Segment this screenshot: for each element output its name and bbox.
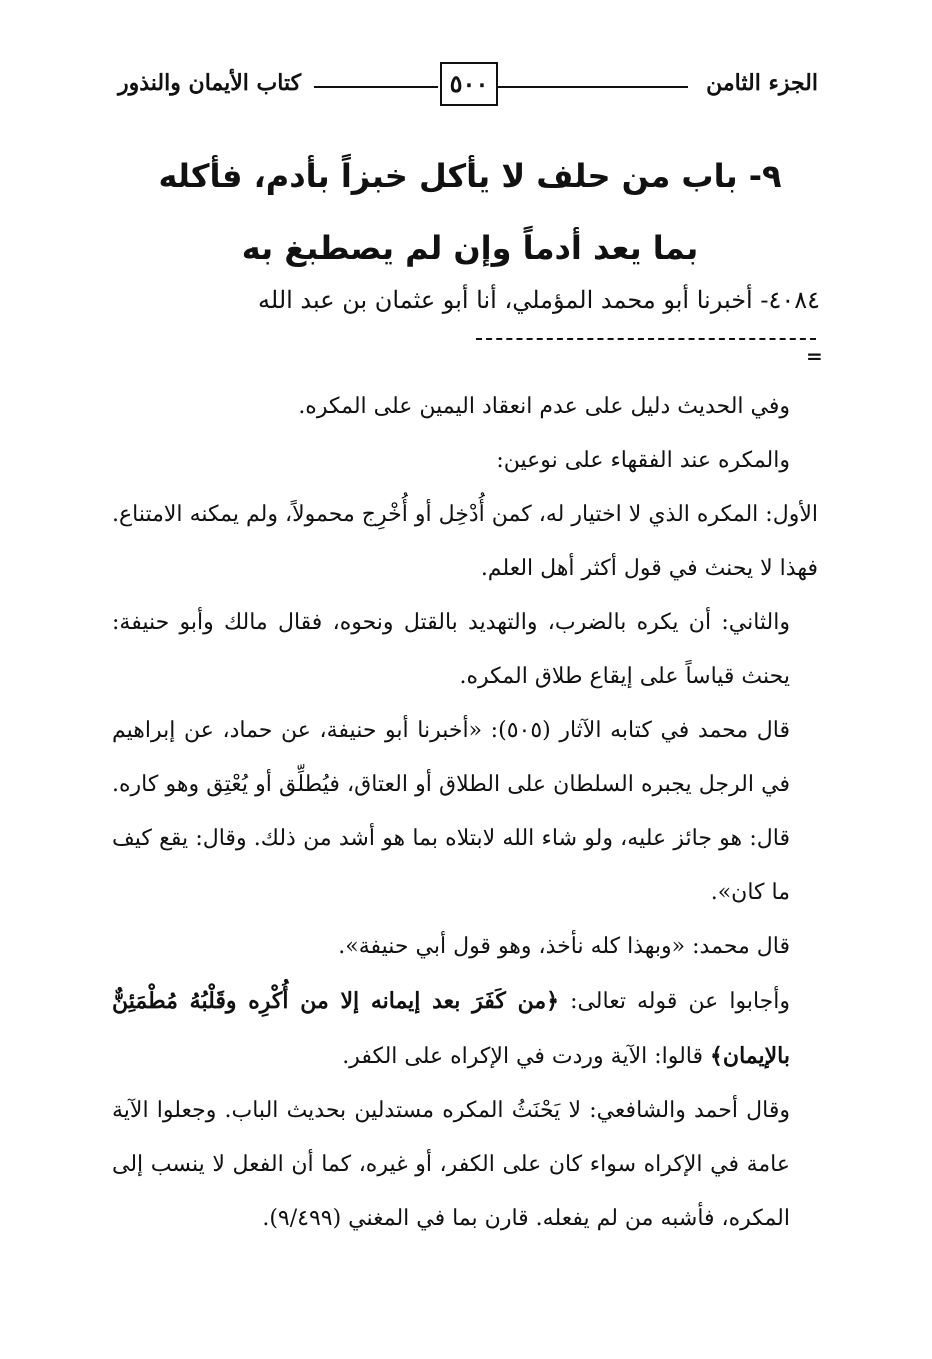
commentary-paragraph-8: وقال أحمد والشافعي: لا يَحْنَثُ المكره مستدلين بحديث الباب. وجعلوا الآية عامة في الإكراه سواء كان على الكفر، أو غيره، كما أن الفعل لا ينسب إلى المكره، فأشبه من لم يفعله. قارن بما في المغني (٩/٤٩٩). bbox=[112, 1098, 790, 1231]
paragraph-7-rest: قالوا: الآية وردت في الإكراه على الكفر. bbox=[342, 1044, 704, 1069]
continuation-mark: = bbox=[806, 344, 823, 368]
header-book-title: كتاب الأيمان والنذور bbox=[118, 70, 302, 96]
commentary-paragraph-7 bbox=[112, 974, 818, 1084]
quran-verse: ﴿من كَفَرَ بعد إيمانه إلا من أُكْرِه وقَلْبُهُ مُطْمَئِنٌّ بالإيمان﴾ bbox=[112, 988, 790, 1069]
hadith-dashed-rule bbox=[476, 338, 816, 340]
chapter-title-line-2: بما يعد أدماً وإن لم يصطبغ به bbox=[241, 229, 699, 267]
commentary-paragraph-3: الأول: المكره الذي لا اختيار له، كمن أُدْخِل أو أُخْرِج محمولاً، ولم يمكنه الامتناع. فهذا لا يحنث في قول أكثر أهل العلم. bbox=[112, 502, 818, 581]
commentary-paragraph-1: وفي الحديث دليل على عدم انعقاد اليمين على المكره. bbox=[298, 394, 790, 419]
commentary-paragraph-4: والثاني: أن يكره بالضرب، والتهديد بالقتل ونحوه، فقال مالك وأبو حنيفة: يحنث قياساً على إيقاع طلاق المكره. bbox=[112, 610, 790, 689]
paragraph-7-intro: وأجابوا عن قوله تعالى: bbox=[570, 989, 791, 1014]
commentary-paragraph-5: قال محمد في كتابه الآثار (٥٠٥): «أخبرنا أبو حنيفة، عن حماد، عن إبراهيم في الرجل يجبره السلطان على الطلاق أو العتاق، فيُطلِّق أو يُعْتِق وهو كاره. قال: هو جائز عليه، ولو شاء الله لابتلاه بما هو أشد من ذلك. وقال: يقع كيف ما كان». bbox=[112, 718, 790, 905]
commentary-paragraph-2: والمكره عند الفقهاء على نوعين: bbox=[496, 448, 790, 473]
commentary-paragraph-6: قال محمد: «وبهذا كله نأخذ، وهو قول أبي حنيفة». bbox=[338, 934, 790, 959]
header-part-label: الجزء الثامن bbox=[706, 70, 818, 96]
commentary-body bbox=[112, 380, 818, 1246]
header-rule-right bbox=[498, 86, 688, 88]
page-number-box bbox=[440, 62, 498, 106]
header-rule-left bbox=[314, 86, 438, 88]
hadith-chain: ٤٠٨٤- أخبرنا أبو محمد المؤملي، أنا أبو عثمان بن عبد الله bbox=[258, 286, 820, 314]
page-number: ٥٠٠ bbox=[449, 69, 489, 98]
running-header bbox=[118, 62, 818, 112]
chapter-title-line-1: ٩- باب من حلف لا يأكل خبزاً بأدم، فأكله bbox=[158, 157, 782, 195]
chapter-title bbox=[120, 140, 820, 284]
